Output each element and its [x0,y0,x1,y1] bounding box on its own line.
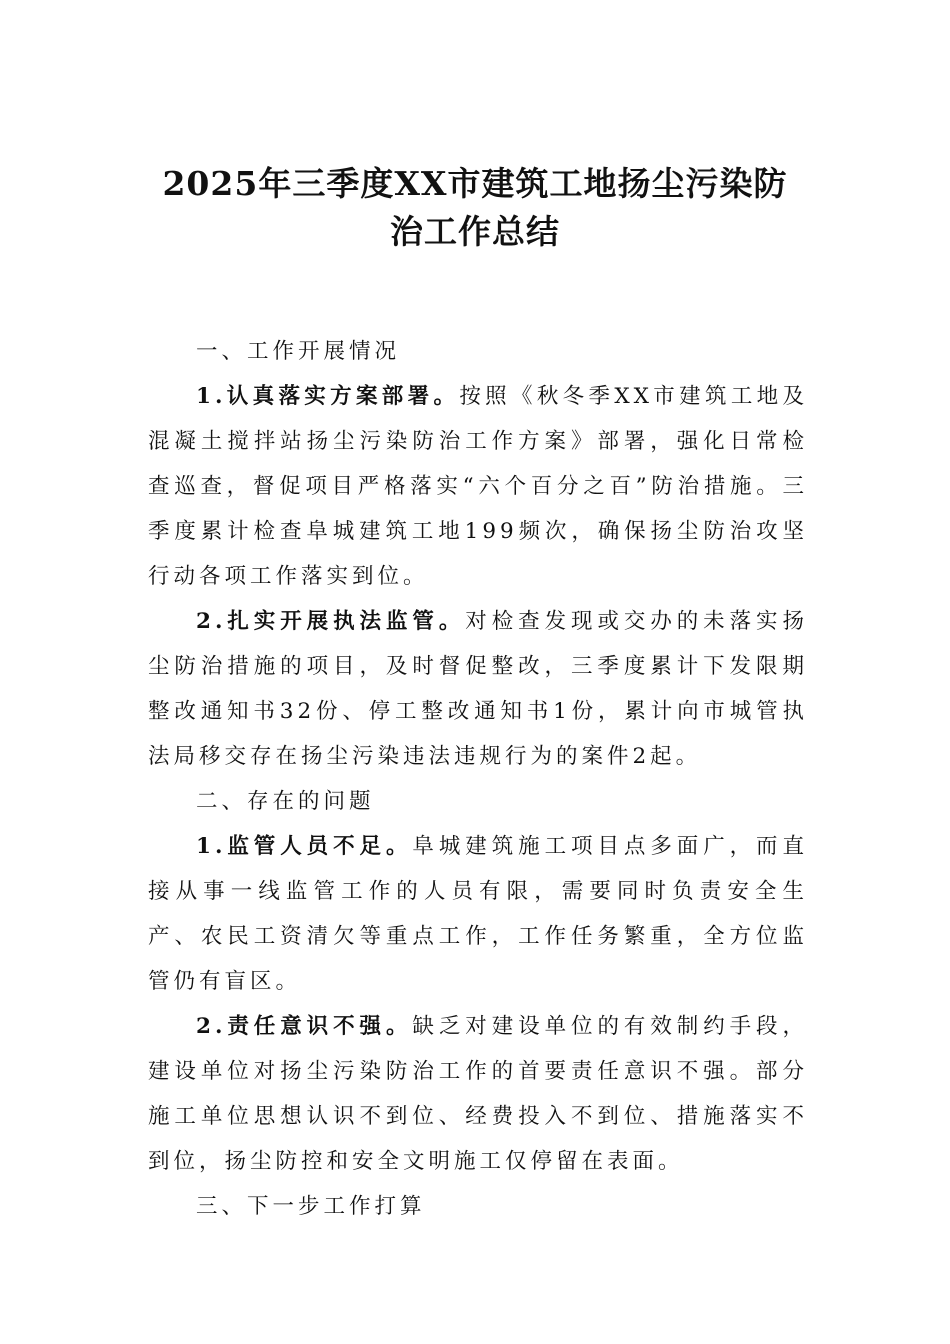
paragraph-lead: 2.责任意识不强。 [196,1014,413,1039]
paragraph-text: 按照《秋冬季XX市建筑工地及混凝土搅拌站扬尘污染防治工作方案》部署，强化日常检查巡查，督促项目严格落实“六个百分之百”防治措施。三季度累计检查阜城建筑工地199频次，确保扬尘防治攻坚行动各项工作落实到位。 [148,384,808,589]
title-line-2: 治工作总结 [390,212,560,251]
paragraph-text: 缺乏对建设单位的有效制约手段，建设单位对扬尘污染防治工作的首要责任意识不强。部分施工单位思想认识不到位、经费投入不到位、措施落实不到位，扬尘防控和安全文明施工仅停留在表面。 [148,1014,808,1174]
paragraph-text: 阜城建筑施工项目点多面广，而直接从事一线监管工作的人员有限，需要同时负责安全生产、农民工资清欠等重点工作，工作任务繁重，全方位监管仍有盲区。 [148,834,808,994]
section-heading-2: 二、存在的问题 [196,789,375,814]
paragraph [148,824,808,1004]
paragraph [148,1004,808,1184]
paragraph [148,599,808,779]
paragraph-text: 对检查发现或交办的未落实扬尘防治措施的项目，及时督促整改，三季度累计下发限期整改通知书32份、停工整改通知书1份，累计向市城管执法局移交存在扬尘污染违法违规行为的案件2起。 [148,609,808,769]
document-body [148,329,808,1229]
title-line-1: 2025年三季度XX市建筑工地扬尘污染防 [162,164,788,203]
section-heading-1: 一、工作开展情况 [196,339,401,364]
document-title [100,160,850,256]
paragraph-lead: 2.扎实开展执法监管。 [196,609,466,634]
paragraph [148,374,808,599]
paragraph-lead: 1.认真落实方案部署。 [196,384,460,409]
section-heading-3: 三、下一步工作打算 [196,1194,426,1219]
paragraph-lead: 1.监管人员不足。 [196,834,413,859]
